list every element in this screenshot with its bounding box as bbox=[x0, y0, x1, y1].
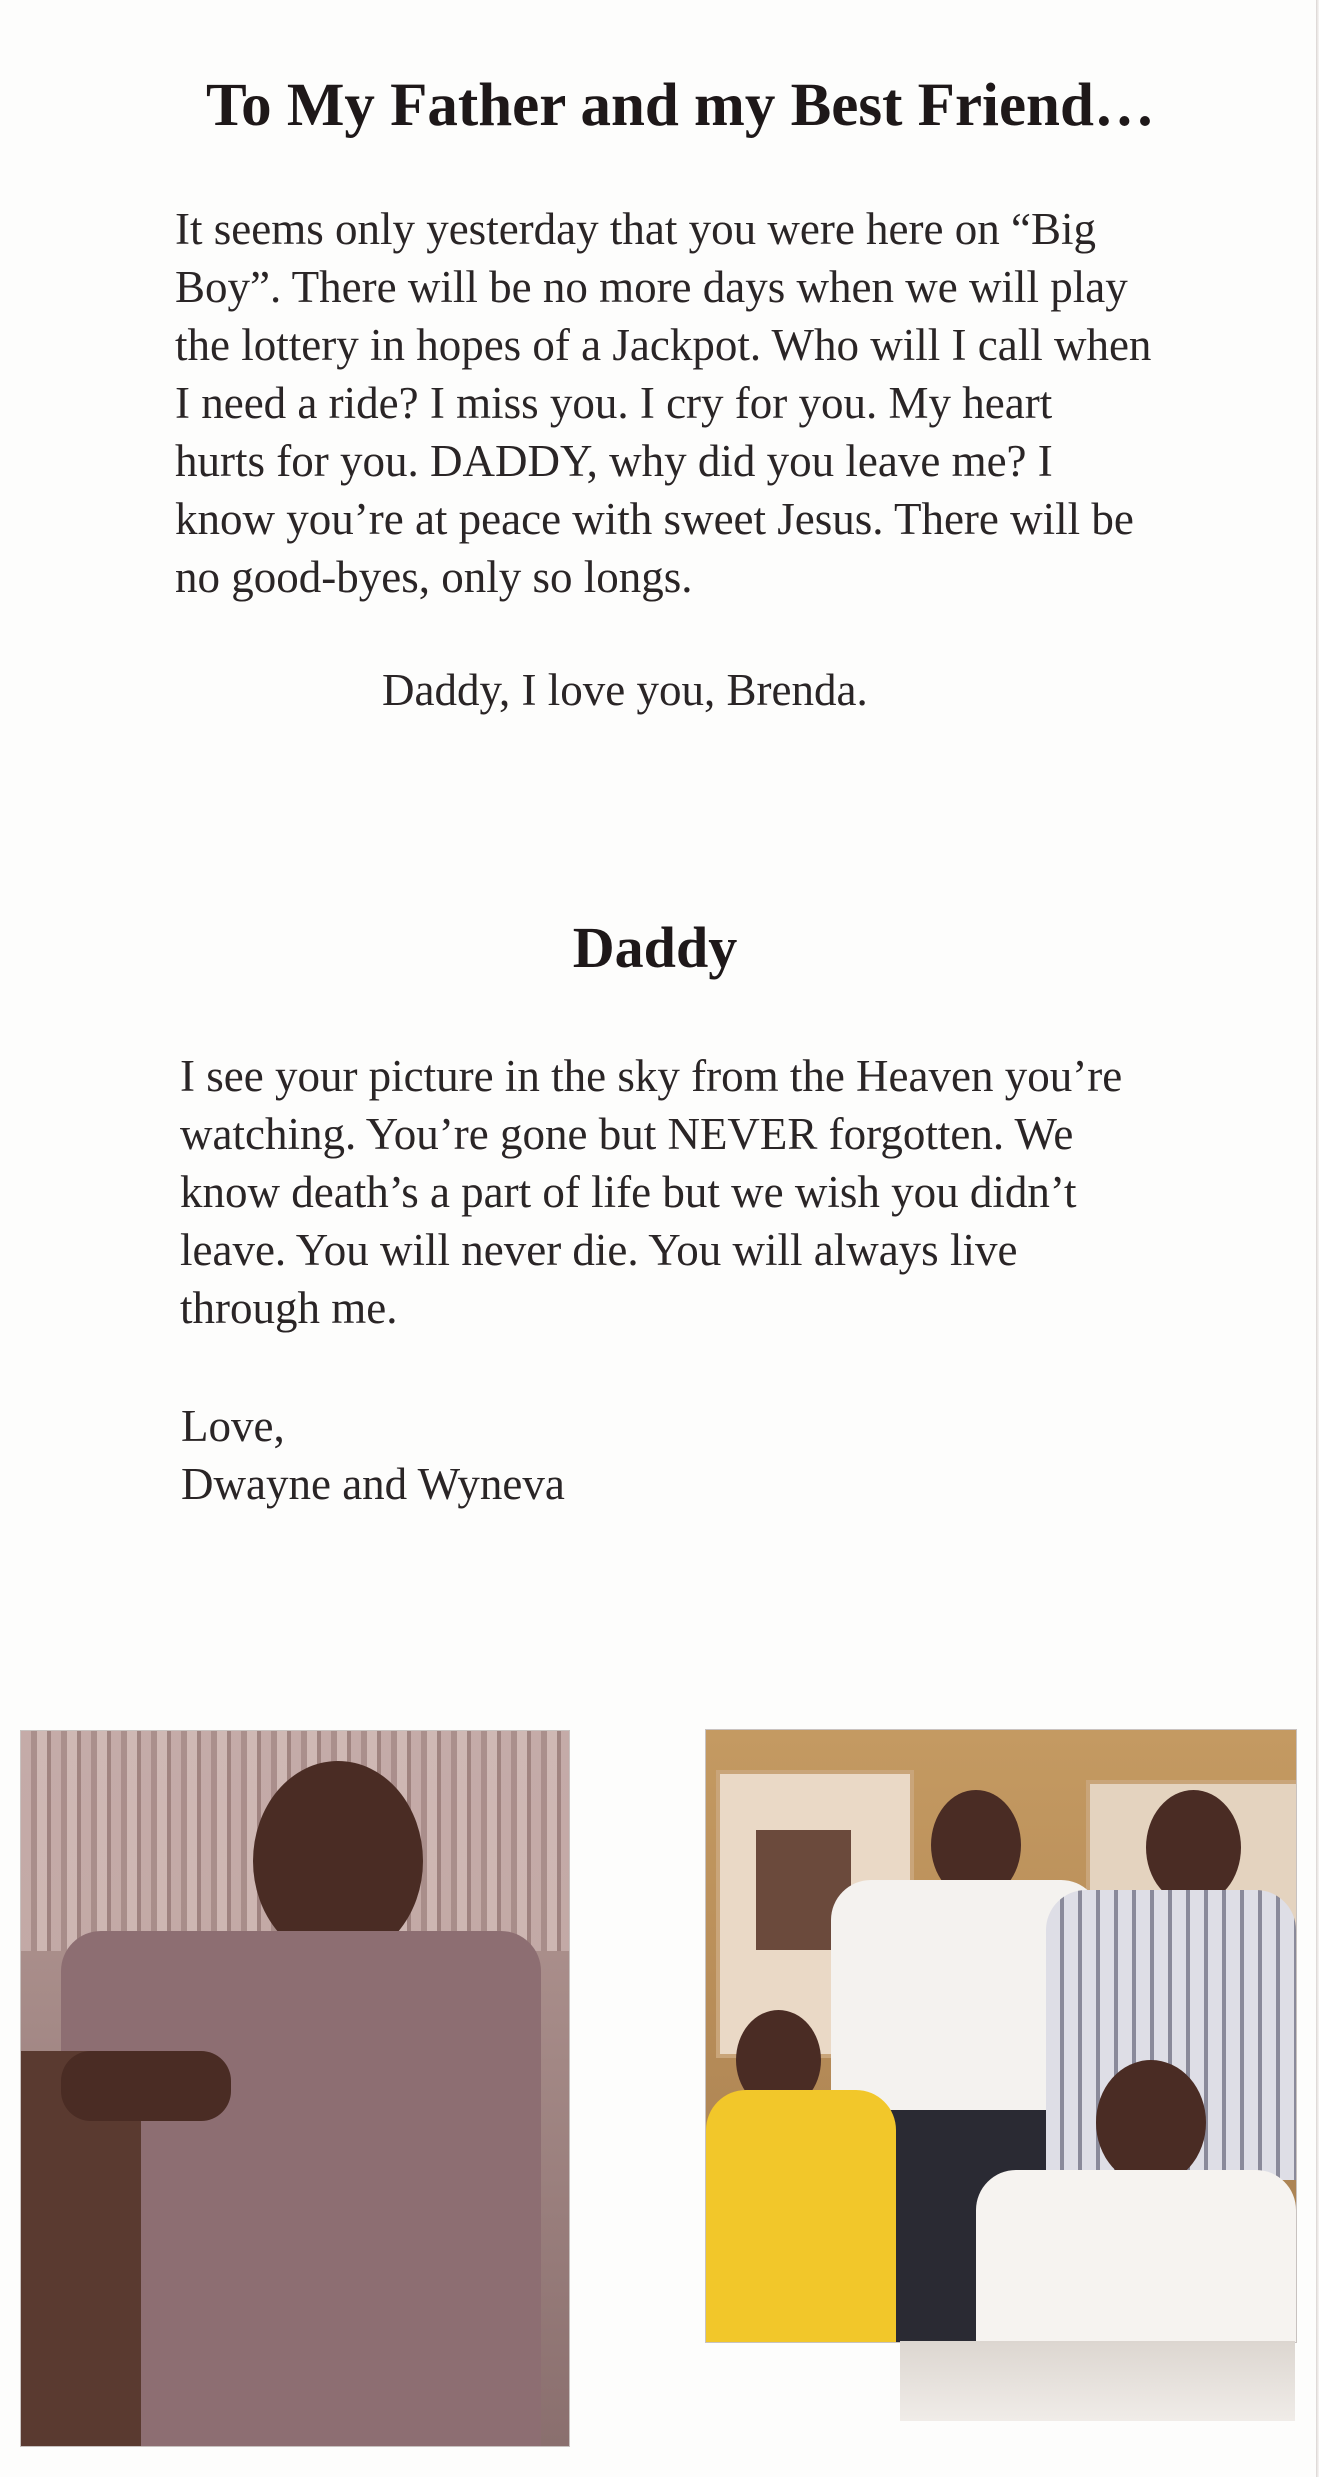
text-line: I need a ride? I miss you. I cry for you. My heart bbox=[175, 378, 1053, 428]
text-line: hurts for you. DADDY, why did you leave me? I bbox=[175, 436, 1053, 486]
photo-man-seated-right-shirt bbox=[976, 2170, 1296, 2342]
closing-block bbox=[181, 1397, 565, 1513]
text-line: know death’s a part of life but we wish you didn’t bbox=[180, 1167, 1077, 1217]
photo-man-seated-left-shirt bbox=[706, 2090, 896, 2342]
photo-man-standing-right-head bbox=[1146, 1790, 1241, 1905]
tribute-paragraph-brenda bbox=[175, 200, 1305, 606]
signature-dwayne-wyneva: Dwayne and Wyneva bbox=[181, 1459, 565, 1509]
group-photo-lower-edge bbox=[900, 2341, 1295, 2421]
text-line: know you’re at peace with sweet Jesus. There will be bbox=[175, 494, 1134, 544]
tribute-heading-daddy: Daddy bbox=[572, 915, 738, 980]
signature-brenda: Daddy, I love you, Brenda. bbox=[382, 665, 868, 715]
photo-man-seated-right-head bbox=[1096, 2060, 1206, 2185]
text-line: no good-byes, only so longs. bbox=[175, 552, 693, 602]
text-line: the lottery in hopes of a Jackpot. Who will I call when bbox=[175, 320, 1152, 370]
text-line: Boy”. There will be no more days when we will play bbox=[175, 262, 1128, 312]
text-line: leave. You will never die. You will always live bbox=[180, 1225, 1018, 1275]
text-line: I see your picture in the sky from the Heaven you’re bbox=[180, 1051, 1123, 1101]
tribute-heading-father: To My Father and my Best Friend… bbox=[206, 72, 1155, 139]
closing-salutation: Love, bbox=[181, 1401, 285, 1451]
text-line: watching. You’re gone but NEVER forgotten. We bbox=[180, 1109, 1074, 1159]
photo-figure-hands bbox=[61, 2051, 231, 2121]
tribute-paragraph-dwayne-wyneva bbox=[180, 1047, 1290, 1337]
text-line: It seems only yesterday that you were here on “Big bbox=[175, 204, 1096, 254]
group-photo bbox=[705, 1729, 1297, 2343]
text-line: through me. bbox=[180, 1283, 398, 1333]
father-portrait-photo bbox=[20, 1730, 570, 2447]
page-margin-right bbox=[1319, 0, 1341, 2477]
